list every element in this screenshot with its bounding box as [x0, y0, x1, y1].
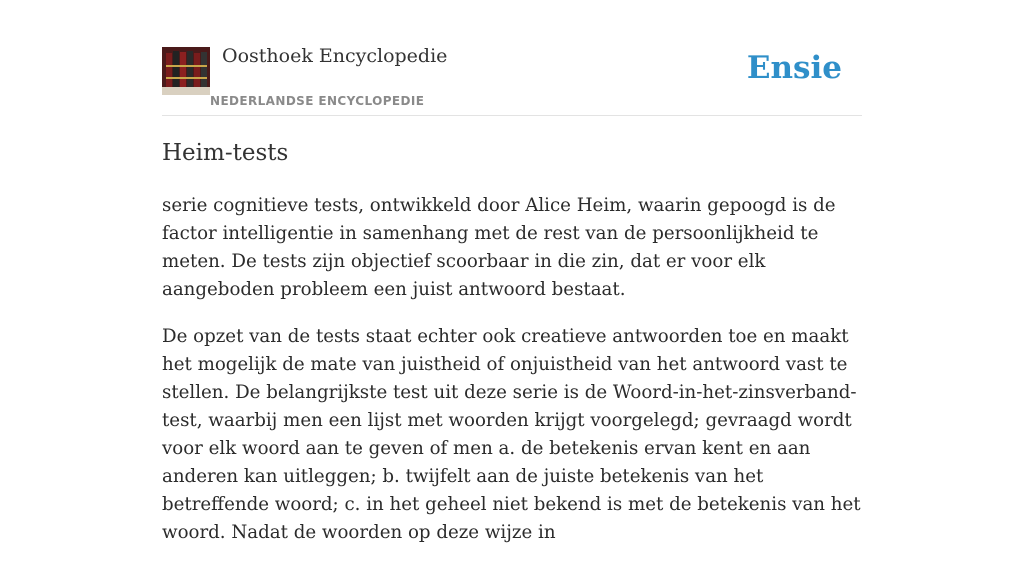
article-body — [162, 192, 862, 566]
article-paragraph: serie cognitieve tests, ontwikkeld door Alice Heim, waarin gepoogd is de factor intelligentie in samenhang met de rest van de persoonlijkheid te meten. De tests zijn objectief scoorbaar in die zin, dat er voor elk aangeboden probleem een juist antwoord bestaat. — [162, 195, 836, 300]
site-subtitle: NEDERLANDSE ENCYCLOPEDIE — [210, 94, 425, 108]
article-paragraph: De opzet van de tests staat echter ook creatieve antwoorden toe en maakt het mogelijk de mate van juistheid of onjuistheid van het antwoord vast te stellen. De belangrijkste test uit deze serie is de Woord-in-het-zinsverband-test, waarbij men een lijst met woorden krijgt voorgelegd; gevraagd wordt voor elk woord aan te geven of men a. de betekenis ervan kent en aan anderen kan uitleggen; b. twijfelt aan de juiste betekenis van het betreffende woord; c. in het geheel niet bekend is met de betekenis van het woord. Nadat de woorden op deze wijze in — [162, 326, 861, 543]
brand-logo[interactable]: Ensie — [746, 50, 842, 86]
article-title: Heim-tests — [162, 140, 289, 166]
page — [162, 0, 862, 543]
site-title[interactable]: Oosthoek Encyclopedie — [222, 45, 448, 67]
site-header — [162, 0, 862, 116]
encyclopedia-books-icon[interactable] — [162, 47, 210, 95]
